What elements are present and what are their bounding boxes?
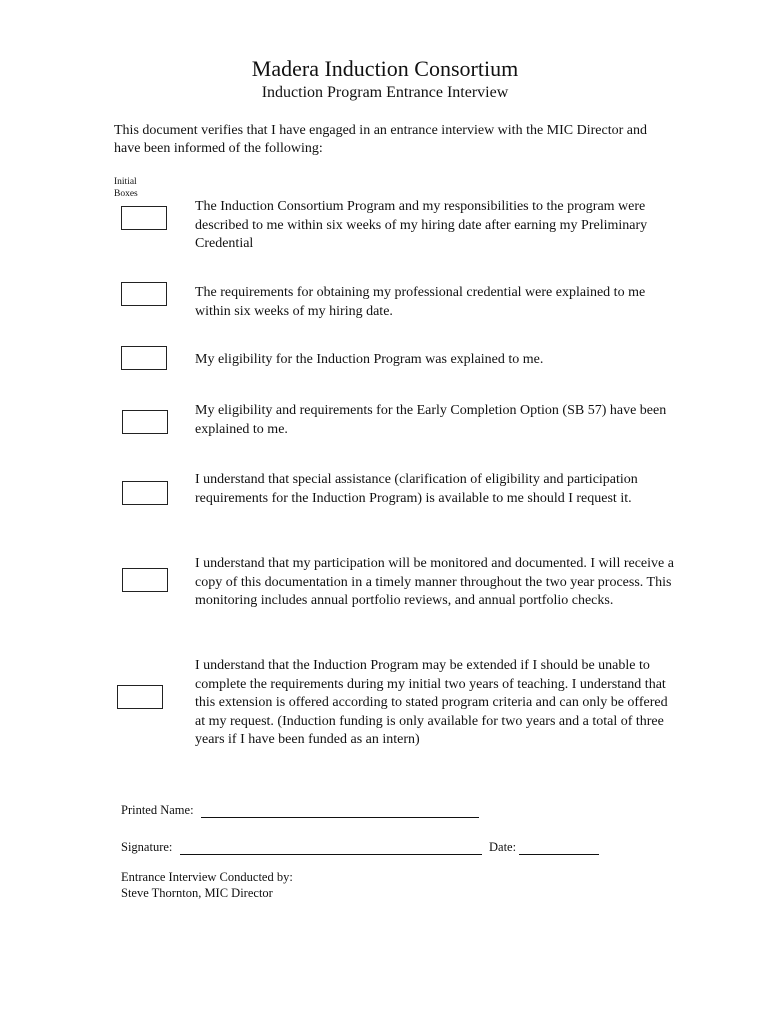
date-row [489, 840, 599, 855]
signature-label: Signature: [121, 840, 173, 854]
printed-name-line[interactable] [201, 805, 479, 818]
printed-name-row [121, 803, 479, 818]
director-name: Steve Thornton, MIC Director [121, 886, 273, 900]
initial-box-3[interactable] [121, 346, 167, 370]
initial-label-line2: Boxes [114, 189, 138, 199]
item-text-6: I understand that my participation will be monitored and documented. I will receive a copy of this documentation in a timely manner throughout the two year process. This monitoring includes annual portfolio reviews, and annual portfolio checks. [195, 556, 674, 608]
initial-box-2[interactable] [121, 282, 167, 306]
signature-row [121, 840, 482, 855]
item-text-1: The Induction Consortium Program and my responsibilities to the program were described to me within six weeks of my hiring date after earning my Preliminary Credential [195, 199, 648, 251]
document-subtitle: Induction Program Entrance Interview [261, 84, 509, 101]
conducted-by [121, 869, 293, 901]
item-text-4: My eligibility and requirements for the Early Completion Option (SB 57) have been explained to me. [195, 403, 667, 437]
initial-box-4[interactable] [122, 410, 168, 434]
date-label: Date: [489, 840, 517, 854]
initial-box-7[interactable] [117, 685, 163, 709]
document-title: Madera Induction Consortium [251, 56, 519, 81]
initial-boxes-label [114, 176, 138, 200]
item-text-7: I understand that the Induction Program may be extended if I should be unable to complete the requirements during my initial two years of teaching. I understand that this extension is offered according to stated program criteria and can only be offered at my request. (Induction funding is only available for two years and a total of three years if I have been funded as an intern) [195, 658, 668, 747]
initial-box-5[interactable] [122, 481, 168, 505]
printed-name-label: Printed Name: [121, 803, 194, 817]
conducted-by-label: Entrance Interview Conducted by: [121, 870, 293, 884]
item-text-2: The requirements for obtaining my professional credential were explained to me within six weeks of my hiring date. [195, 285, 646, 319]
initial-box-1[interactable] [121, 206, 167, 230]
intro-paragraph: This document verifies that I have engaged in an entrance interview with the MIC Director and have been informed of the following: [114, 123, 647, 156]
date-line[interactable] [519, 842, 599, 855]
initial-label-line1: Initial [114, 177, 137, 187]
item-text-5: I understand that special assistance (clarification of eligibility and participation requirements for the Induction Program) is available to me should I request it. [195, 472, 638, 506]
item-text-3: My eligibility for the Induction Program was explained to me. [195, 352, 544, 367]
signature-line[interactable] [180, 842, 482, 855]
initial-box-6[interactable] [122, 568, 168, 592]
